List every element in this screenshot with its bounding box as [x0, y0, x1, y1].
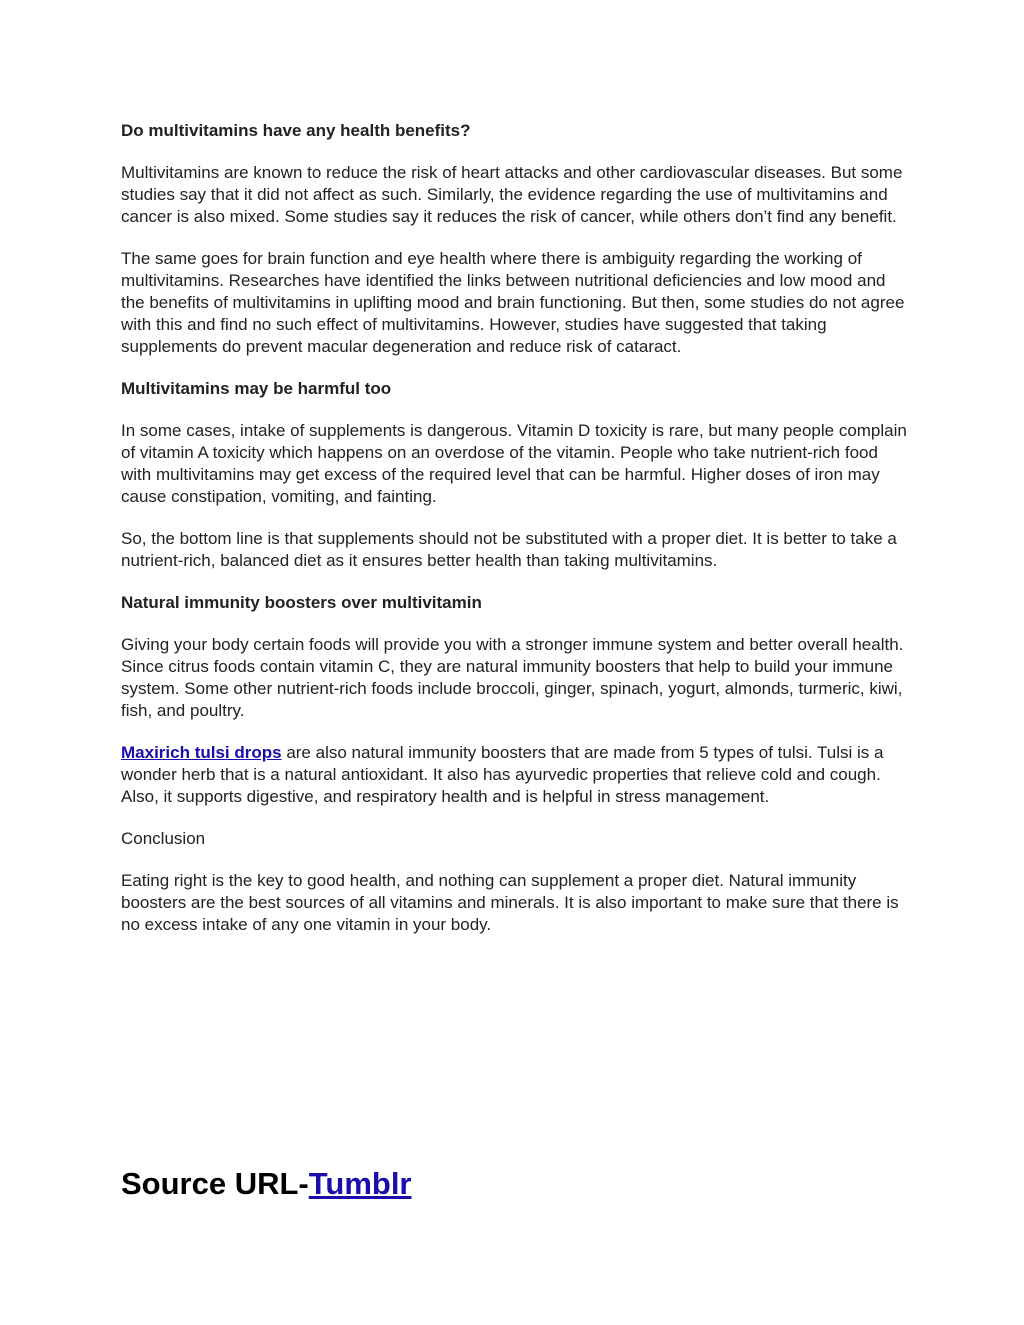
- tumblr-link[interactable]: Tumblr: [308, 1166, 412, 1201]
- paragraph-heart-cancer: Multivitamins are known to reduce the risk of heart attacks and other cardiovascular diseases. But some studies say that it did not affect as such. Similarly, the evidence regarding the use of multivitamins and cancer is also mixed. Some studies say it reduces the risk of cancer, while others don’t find any benefit.: [121, 163, 903, 226]
- conclusion-label: Conclusion: [121, 829, 206, 848]
- paragraph-tulsi: [121, 742, 911, 808]
- paragraph-foods: Giving your body certain foods will provide you with a stronger immune system and better overall health. Since citrus foods contain vitamin C, they are natural immunity boosters that help to build your immune system. Some other nutrient-rich foods include broccoli, ginger, spinach, yogurt, almonds, turmeric, kiwi, fish, and poultry.: [121, 635, 904, 720]
- heading-natural-boosters: Natural immunity boosters over multivitamin: [121, 593, 482, 612]
- document-body: [121, 120, 911, 956]
- paragraph-tulsi-text: are also natural immunity boosters that are made from 5 types of tulsi. Tulsi is a wonder herb that is a natural antioxidant. It also has ayurvedic properties that relieve cold and cough. Also, it supports digestive, and respiratory health and is helpful in stress management.: [121, 743, 884, 806]
- maxirich-tulsi-link[interactable]: Maxirich tulsi drops: [121, 743, 282, 762]
- heading-harmful: Multivitamins may be harmful too: [121, 379, 392, 398]
- source-line: [121, 1164, 412, 1204]
- paragraph-conclusion: Eating right is the key to good health, and nothing can supplement a proper diet. Natural immunity boosters are the best sources of all vitamins and minerals. It is also important to make sure that there is no excess intake of any one vitamin in your body.: [121, 871, 899, 934]
- heading-health-benefits: Do multivitamins have any health benefits?: [121, 121, 471, 140]
- paragraph-toxicity: In some cases, intake of supplements is dangerous. Vitamin D toxicity is rare, but many people complain of vitamin A toxicity which happens on an overdose of the vitamin. People who take nutrient-rich food with multivitamins may get excess of the required level that can be harmful. Higher doses of iron may cause constipation, vomiting, and fainting.: [121, 421, 907, 506]
- source-prefix: Source URL-: [121, 1166, 309, 1201]
- paragraph-brain-eye: The same goes for brain function and eye health where there is ambiguity regarding the working of multivitamins. Researches have identified the links between nutritional deficiencies and low mood and the benefits of multivitamins in uplifting mood and brain functioning. But then, some studies do not agree with this and find no such effect of multivitamins. However, studies have suggested that taking supplements do prevent macular degeneration and reduce risk of cataract.: [121, 249, 905, 356]
- paragraph-bottom-line: So, the bottom line is that supplements should not be substituted with a proper diet. It is better to take a nutrient-rich, balanced diet as it ensures better health than taking multivitamins.: [121, 529, 897, 570]
